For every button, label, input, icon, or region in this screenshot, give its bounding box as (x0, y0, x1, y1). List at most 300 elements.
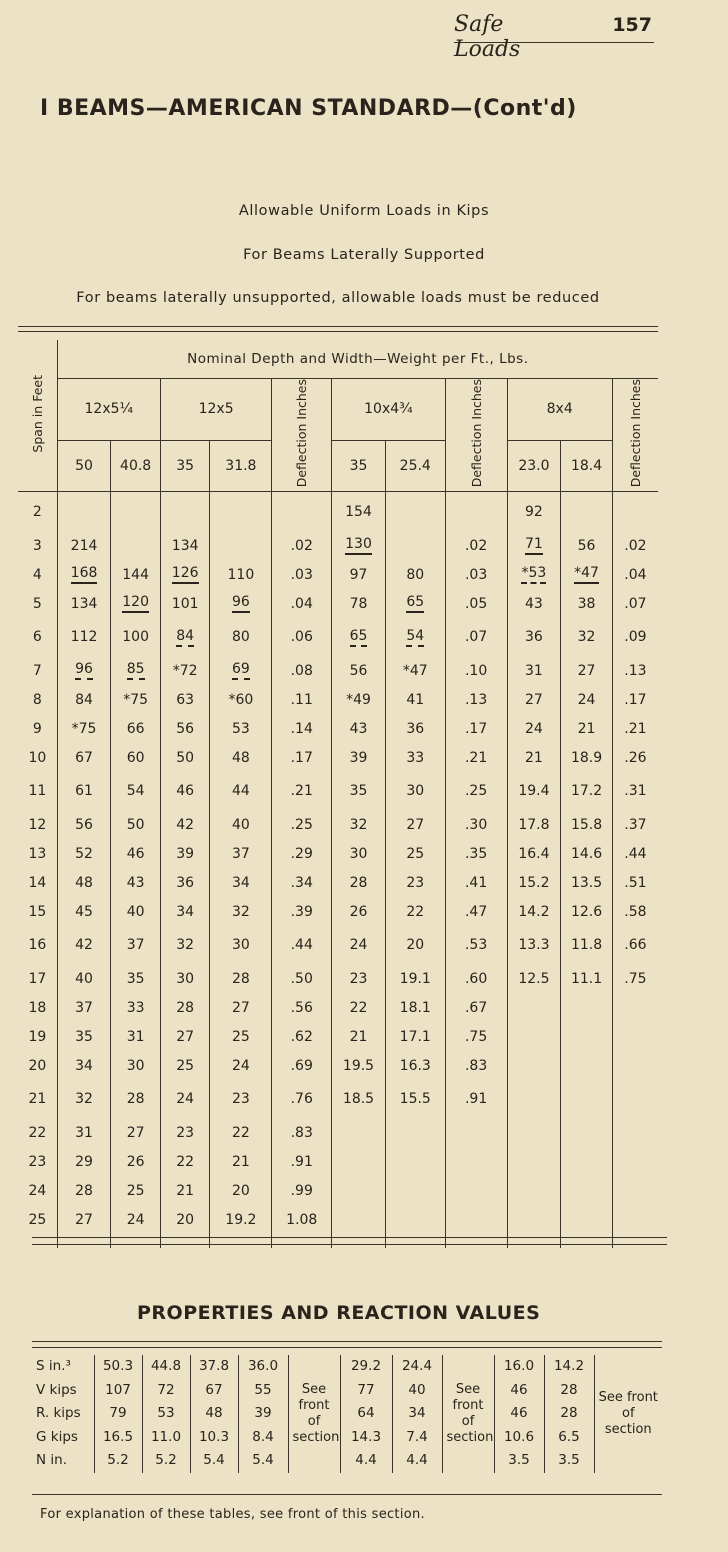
prop-col-3 (190, 1355, 238, 1473)
load-cell (561, 656, 613, 685)
load-cell (272, 1147, 332, 1176)
prop-value: 79 (109, 1405, 127, 1421)
load-cell (210, 772, 272, 810)
prop-value: 8.4 (252, 1428, 274, 1445)
load-cell (57, 743, 111, 772)
cell-value: .03 (290, 566, 313, 583)
load-cell (111, 491, 161, 531)
cell-value: 30 (176, 970, 195, 987)
load-cell (445, 926, 507, 964)
cell-value: 22 (406, 903, 425, 920)
prop-label: N in. (36, 1452, 67, 1468)
load-cell (561, 491, 613, 531)
load-cell (445, 491, 507, 531)
cell-value: 54 (126, 783, 145, 800)
load-cell (210, 560, 272, 589)
prop-value: 64 (357, 1405, 375, 1421)
span-cell (18, 714, 57, 743)
running-title: Safe Loads (454, 12, 521, 62)
load-cell (160, 560, 210, 589)
cell-value: 14.6 (570, 845, 603, 862)
cell-value: .60 (464, 970, 488, 987)
cell-value: 28 (176, 999, 195, 1016)
prop-value: 5.2 (107, 1452, 129, 1468)
cell-value: .02 (290, 537, 313, 554)
rule-top-2 (18, 331, 658, 332)
prop-col-8 (544, 1355, 594, 1473)
cell-value: 30 (126, 1057, 145, 1074)
cell-value: 15.8 (570, 816, 603, 833)
load-cell (507, 1176, 561, 1205)
load-cell (272, 714, 332, 743)
cell-value: 22 (176, 1153, 195, 1170)
cell-value: *60 (228, 691, 254, 708)
load-cell (57, 1022, 111, 1051)
loads-table (18, 340, 658, 1248)
load-cell (561, 810, 613, 839)
load-cell (332, 993, 386, 1022)
load-cell (57, 1080, 111, 1118)
load-cell (57, 926, 111, 964)
load-cell (272, 1051, 332, 1080)
load-cell (385, 1147, 445, 1176)
load-cell (612, 714, 658, 743)
prop-col-5 (340, 1355, 392, 1473)
cell-value: 37 (231, 845, 250, 862)
cell-value: 28 (75, 1182, 93, 1199)
load-cell (272, 743, 332, 772)
cell-value: 144 (122, 566, 149, 583)
load-cell (612, 1051, 658, 1080)
load-cell (160, 656, 210, 685)
load-cell (160, 491, 210, 531)
weight-header: 18.4 (561, 440, 613, 491)
cell-value: .83 (290, 1124, 313, 1141)
group-header-12x5: 12x5 (160, 378, 271, 440)
cell-value: .76 (290, 1091, 313, 1108)
load-cell (210, 1118, 272, 1147)
loads-body (18, 491, 658, 1248)
load-cell (210, 993, 272, 1022)
prop-label: R. kips (36, 1405, 81, 1421)
cell-value: 24 (349, 937, 368, 954)
cell-value: 53 (231, 720, 250, 737)
load-cell (272, 589, 332, 618)
cell-value: 27 (524, 691, 543, 708)
load-cell (160, 531, 210, 560)
load-cell (210, 1205, 272, 1234)
table-row (18, 772, 658, 810)
load-cell (57, 839, 111, 868)
load-cell (160, 1205, 210, 1234)
prop-value: 28 (560, 1381, 578, 1398)
table-row (18, 810, 658, 839)
cell-value: .11 (290, 691, 313, 708)
cell-value: .47 (464, 903, 488, 920)
span-cell (18, 1205, 57, 1234)
load-cell (612, 618, 658, 656)
prop-value: 7.4 (406, 1428, 428, 1445)
table-row (18, 1205, 658, 1234)
load-cell (57, 560, 111, 589)
load-cell (445, 656, 507, 685)
cell-value: 54 (406, 628, 424, 647)
load-cell (57, 897, 111, 926)
cell-value: 10 (28, 749, 47, 766)
load-cell (210, 810, 272, 839)
cell-value: .91 (464, 1091, 488, 1108)
span-cell (18, 685, 57, 714)
cell-value: .10 (464, 662, 488, 679)
prop-value: 67 (205, 1381, 223, 1398)
cell-value: 18.1 (399, 999, 431, 1016)
cell-value: 35 (349, 783, 368, 800)
cell-value: 39 (176, 845, 195, 862)
cell-value: 52 (75, 845, 93, 862)
load-cell (612, 993, 658, 1022)
cell-value: 23 (349, 970, 368, 987)
prop-value: 14.3 (350, 1428, 382, 1445)
load-cell (612, 531, 658, 560)
load-cell (507, 685, 561, 714)
prop-value: 3.5 (508, 1452, 530, 1468)
span-cell (18, 964, 57, 993)
load-cell (57, 656, 111, 685)
load-cell (332, 926, 386, 964)
load-cell (612, 810, 658, 839)
prop-value: 16.5 (102, 1428, 134, 1445)
cell-value: 20 (28, 1057, 47, 1074)
prop-value: 72 (157, 1381, 175, 1398)
load-cell (507, 1118, 561, 1147)
load-cell (445, 1176, 507, 1205)
cell-value: 134 (171, 537, 199, 554)
load-cell (507, 1022, 561, 1051)
prop-value: 11.0 (150, 1428, 182, 1445)
load-cell (111, 589, 161, 618)
cell-value: 80 (231, 629, 250, 646)
prop-value: 39 (254, 1405, 272, 1421)
subtitle-3: For beams laterally unsupported, allowable loads must be reduced (76, 290, 600, 306)
cell-value: .05 (464, 595, 488, 612)
table-row (18, 685, 658, 714)
load-cell (385, 772, 445, 810)
cell-value: .91 (290, 1153, 313, 1170)
load-cell (385, 656, 445, 685)
cell-value: 40 (126, 903, 145, 920)
cell-value: 100 (122, 629, 149, 646)
load-cell (57, 964, 111, 993)
cell-value: 27 (577, 662, 596, 679)
cell-value: 24 (176, 1091, 195, 1108)
cell-value: 43 (126, 874, 145, 891)
prop-value: 28 (560, 1405, 578, 1421)
cell-value: 26 (126, 1153, 145, 1170)
load-cell (111, 926, 161, 964)
load-cell (332, 743, 386, 772)
span-cell (18, 1051, 57, 1080)
cell-value: .50 (290, 970, 313, 987)
table-row (18, 743, 658, 772)
load-cell (385, 491, 445, 531)
prop-value: 44.8 (150, 1358, 182, 1374)
cell-value: 43 (349, 720, 368, 737)
cell-value: .51 (624, 874, 647, 891)
load-cell (445, 1205, 507, 1234)
cell-value: 168 (71, 565, 98, 584)
nominal-header: Nominal Depth and Width—Weight per Ft., Lbs. (57, 340, 658, 378)
load-cell (160, 714, 210, 743)
load-cell (160, 743, 210, 772)
load-cell (332, 589, 386, 618)
cell-value: 15 (28, 903, 47, 920)
load-cell (385, 714, 445, 743)
load-cell (272, 1205, 332, 1234)
cell-value: 17.2 (570, 783, 603, 800)
cell-value: 56 (349, 662, 368, 679)
load-cell (561, 714, 613, 743)
load-cell (210, 685, 272, 714)
cell-value: 60 (126, 749, 145, 766)
load-cell (507, 743, 561, 772)
cell-value: 28 (231, 970, 250, 987)
load-cell (507, 839, 561, 868)
cell-value: 37 (75, 999, 93, 1016)
load-cell (272, 810, 332, 839)
deflection-header-2 (445, 378, 507, 491)
load-cell (445, 531, 507, 560)
cell-value: 14.2 (518, 903, 550, 920)
cell-value: 25 (176, 1057, 195, 1074)
cell-value: 22 (231, 1124, 250, 1141)
load-cell (561, 839, 613, 868)
properties-table (32, 1355, 662, 1473)
load-cell (111, 1176, 161, 1205)
prop-col-2 (142, 1355, 190, 1473)
load-cell (160, 1051, 210, 1080)
load-cell (57, 714, 111, 743)
load-cell (561, 1080, 613, 1118)
load-cell (507, 589, 561, 618)
cell-value: 17.1 (399, 1028, 431, 1045)
table-row (18, 993, 658, 1022)
subtitle-1: Allowable Uniform Loads in Kips (238, 203, 490, 219)
rule-table-bottom-2 (32, 1244, 667, 1245)
load-cell (561, 964, 613, 993)
table-row (18, 560, 658, 589)
prop-value: 53 (157, 1405, 175, 1421)
table-row (18, 926, 658, 964)
span-cell (18, 839, 57, 868)
load-cell (332, 1118, 386, 1147)
table-row (18, 1118, 658, 1147)
load-cell (385, 993, 445, 1022)
cell-value: 22 (28, 1124, 47, 1141)
cell-value: 40 (75, 970, 93, 987)
cell-value: 21 (524, 749, 543, 766)
cell-value: 35 (75, 1028, 93, 1045)
load-cell (111, 1147, 161, 1176)
load-cell (210, 1051, 272, 1080)
running-header (454, 10, 654, 62)
cell-value: .26 (624, 749, 647, 766)
cell-value: 19.5 (342, 1057, 375, 1074)
load-cell (160, 897, 210, 926)
cell-value: 112 (70, 629, 98, 646)
load-cell (111, 714, 161, 743)
load-cell (612, 656, 658, 685)
load-cell (160, 1118, 210, 1147)
cell-value: 41 (406, 691, 425, 708)
load-cell (57, 531, 111, 560)
load-cell (445, 993, 507, 1022)
cell-value: .21 (464, 749, 488, 766)
cell-value: .07 (624, 595, 647, 612)
load-cell (332, 897, 386, 926)
load-cell (210, 926, 272, 964)
cell-value: 13 (28, 845, 47, 862)
load-cell (332, 618, 386, 656)
load-cell (332, 1205, 386, 1234)
cell-value: .39 (290, 903, 313, 920)
cell-value: .69 (290, 1057, 313, 1074)
cell-value: 48 (231, 749, 250, 766)
cell-value: 17.8 (518, 816, 550, 833)
load-cell (111, 560, 161, 589)
load-cell (385, 1205, 445, 1234)
span-cell (18, 656, 57, 685)
weight-header: 35 (332, 440, 386, 491)
cell-value: .25 (464, 783, 488, 800)
cell-value: 18 (28, 999, 47, 1016)
cell-value: 28 (349, 874, 368, 891)
load-cell (445, 839, 507, 868)
load-cell (210, 868, 272, 897)
see-front-note-3: See front of section (594, 1355, 662, 1473)
load-cell (612, 926, 658, 964)
cell-value: 66 (126, 720, 145, 737)
load-cell (332, 1176, 386, 1205)
cell-value: *53 (521, 565, 546, 584)
rule-props-2 (32, 1347, 662, 1348)
cell-value: 33 (406, 749, 425, 766)
load-cell (507, 714, 561, 743)
load-cell (272, 772, 332, 810)
load-cell (385, 531, 445, 560)
table-row (18, 1051, 658, 1080)
load-cell (332, 531, 386, 560)
load-cell (332, 1147, 386, 1176)
load-cell (210, 656, 272, 685)
load-cell (160, 810, 210, 839)
prop-label: V kips (36, 1381, 77, 1398)
cell-value: *75 (71, 720, 97, 737)
load-cell (57, 618, 111, 656)
load-cell (507, 1080, 561, 1118)
cell-value: 44 (231, 783, 250, 800)
load-cell (160, 993, 210, 1022)
cell-value: 39 (349, 749, 368, 766)
load-cell (561, 618, 613, 656)
cell-value: .75 (464, 1028, 488, 1045)
cell-value: 37 (126, 937, 145, 954)
cell-value: .17 (290, 749, 313, 766)
cell-value: .17 (464, 720, 488, 737)
cell-value: .07 (464, 629, 488, 646)
cell-value: 40 (231, 816, 250, 833)
cell-value: 134 (70, 595, 98, 612)
cell-value: 56 (577, 537, 596, 554)
load-cell (210, 618, 272, 656)
cell-value: .34 (290, 874, 313, 891)
load-cell (160, 618, 210, 656)
prop-value: 107 (105, 1381, 131, 1398)
cell-value: .25 (290, 816, 313, 833)
see-front-note-1: See front of section (288, 1355, 340, 1473)
load-cell (272, 839, 332, 868)
cell-value: 1.08 (286, 1211, 318, 1228)
span-cell (18, 1176, 57, 1205)
cell-value: 17 (28, 970, 47, 987)
load-cell (445, 618, 507, 656)
load-cell (272, 993, 332, 1022)
load-cell (385, 618, 445, 656)
cell-value: 12 (28, 816, 47, 833)
load-cell (445, 868, 507, 897)
prop-value: 37.8 (198, 1358, 230, 1374)
load-cell (332, 560, 386, 589)
table-row (18, 656, 658, 685)
cell-value: .67 (464, 999, 488, 1016)
cell-value: 13.3 (518, 937, 550, 954)
prop-col-1 (94, 1355, 142, 1473)
cell-value: 32 (349, 816, 368, 833)
table-row (18, 589, 658, 618)
load-cell (507, 868, 561, 897)
load-cell (445, 685, 507, 714)
span-header (18, 340, 57, 491)
prop-value: 4.4 (406, 1452, 428, 1468)
cell-value: 22 (349, 999, 368, 1016)
load-cell (210, 839, 272, 868)
load-cell (332, 1080, 386, 1118)
cell-value: .02 (624, 537, 647, 554)
table-row (18, 839, 658, 868)
load-cell (57, 589, 111, 618)
span-cell (18, 772, 57, 810)
cell-value: 32 (231, 903, 250, 920)
cell-value: 16.4 (518, 845, 550, 862)
cell-value: 34 (231, 874, 250, 891)
cell-value: .83 (464, 1057, 488, 1074)
load-cell (332, 656, 386, 685)
load-cell (561, 926, 613, 964)
prop-value: 5.4 (252, 1452, 274, 1468)
load-cell (612, 1022, 658, 1051)
cell-value: 23 (406, 874, 425, 891)
load-cell (445, 1022, 507, 1051)
load-cell (57, 491, 111, 531)
cell-value: 21 (28, 1091, 47, 1108)
cell-value: 30 (349, 845, 368, 862)
cell-value: *72 (172, 662, 198, 679)
cell-value: 32 (176, 937, 195, 954)
load-cell (612, 589, 658, 618)
load-cell (445, 1051, 507, 1080)
cell-value: *75 (123, 691, 149, 708)
load-cell (507, 656, 561, 685)
cell-value: 12.6 (570, 903, 603, 920)
